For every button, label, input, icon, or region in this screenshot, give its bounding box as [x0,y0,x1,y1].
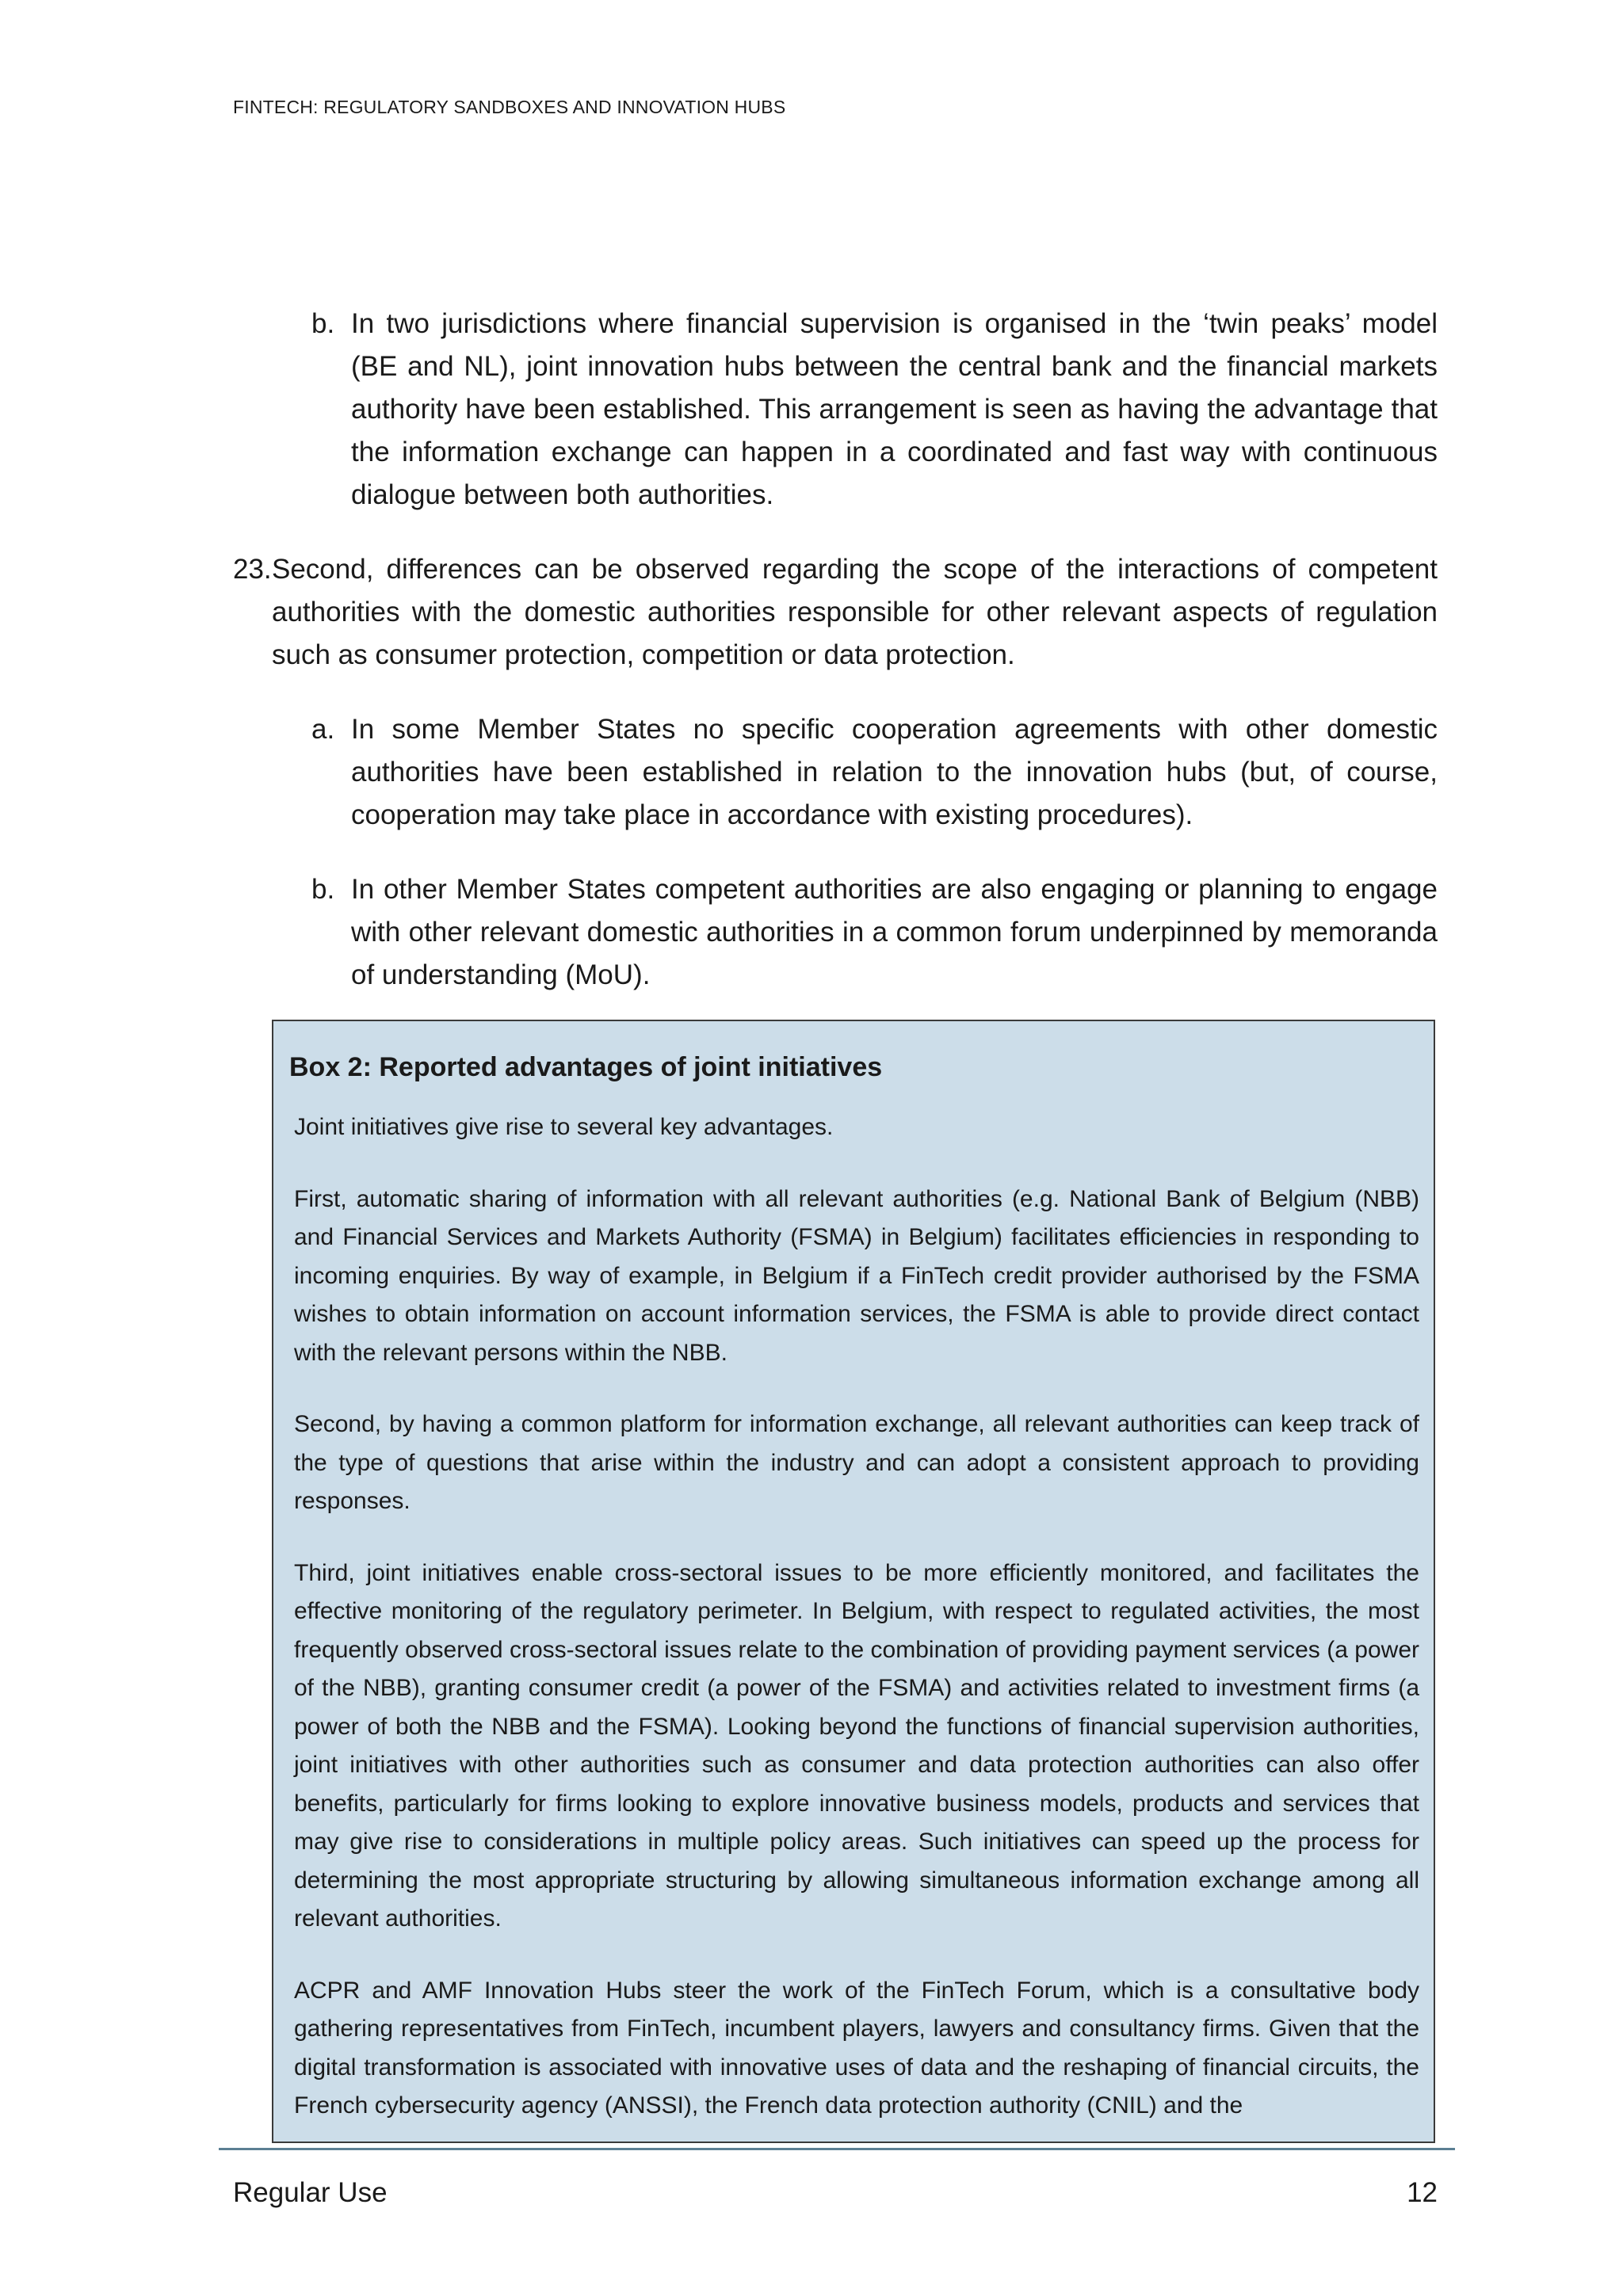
box-2-advantages [272,1020,1435,2143]
paragraph-23 [233,548,1438,677]
list-item-a-no-agreements [233,708,1438,837]
paragraph-text: Second, differences can be observed regarding the scope of the interactions of competent authorities with the domestic authorities responsible for other relevant aspects of regulation such as consumer protection, competition or data protection. [272,554,1438,670]
list-marker: a. [311,714,335,745]
box-paragraph: First, automatic sharing of information with all relevant authorities (e.g. National Bank of Belgium (NBB) and Financial Services and Markets Authority (FSMA) in Belgium) facilitates efficiencies in responding to incoming enquiries. By way of example, in Belgium if a FinTech credit provider authorised by the FSMA wishes to obtain information on account information services, the FSMA is able to provide direct contact with the relevant persons within the NBB. [294,1185,1419,1366]
footer-divider [219,2148,1455,2150]
body-content [233,303,1438,997]
list-marker: b. [311,874,335,905]
list-item-b-common-forum [233,868,1438,997]
list-item-text: In some Member States no specific cooperation agreements with other domestic authorities have been established in relation to the innovation hubs (but, of course, cooperation may take place in accordance with existing procedures). [351,714,1438,830]
box-title: Box 2: Reported advantages of joint initiatives [289,1052,883,1082]
box-paragraph: Third, joint initiatives enable cross-sectoral issues to be more efficiently monitored, and facilitates the effective monitoring of the regulatory perimeter. In Belgium, with respect to regulated activities, the most frequently observed cross-sectoral issues relate to the combination of providing payment services (a power of the NBB), granting consumer credit (a power of the FSMA) and activities related to investment firms (a power of both the NBB and the FSMA). Looking beyond the functions of financial supervision authorities, joint initiatives with other authorities such as consumer and data protection authorities can also offer benefits, particularly for firms looking to explore innovative business models, products and services that may give rise to considerations in multiple policy areas. Such initiatives can speed up the process for determining the most appropriate structuring by allowing simultaneous information exchange among all relevant authorities. [294,1559,1419,1932]
box-paragraph: Joint initiatives give rise to several key advantages. [294,1114,834,1140]
box-paragraph: Second, by having a common platform for information exchange, all relevant authorities can keep track of the type of questions that arise within the industry and can adopt a consistent approach to providing responses. [294,1411,1419,1514]
list-item-b-twin-peaks [233,303,1438,517]
list-item-text: In other Member States competent authorities are also engaging or planning to engage with other relevant domestic authorities in a common forum underpinned by memoranda of understanding (MoU). [351,874,1438,990]
list-marker: b. [311,308,335,339]
footer-classification: Regular Use [233,2177,388,2208]
page-number: 12 [1407,2177,1438,2208]
list-item-text: In two jurisdictions where financial supervision is organised in the ‘twin peaks’ model (BE and NL), joint innovation hubs between the central bank and the financial markets authority have been established. This arrangement is seen as having the advantage that the information exchange can happen in a coordinated and fast way with continuous dialogue between both authorities. [351,308,1438,510]
box-paragraph: ACPR and AMF Innovation Hubs steer the work of the FinTech Forum, which is a consultative body gathering representatives from FinTech, incumbent players, lawyers and consultancy firms. Given that the digital transformation is associated with innovative uses of data and the reshaping of financial circuits, the French cybersecurity agency (ANSSI), the French data protection authority (CNIL) and the [294,1977,1419,2119]
paragraph-number: 23. [233,554,272,585]
running-header: FINTECH: REGULATORY SANDBOXES AND INNOVATION HUBS [233,97,786,117]
